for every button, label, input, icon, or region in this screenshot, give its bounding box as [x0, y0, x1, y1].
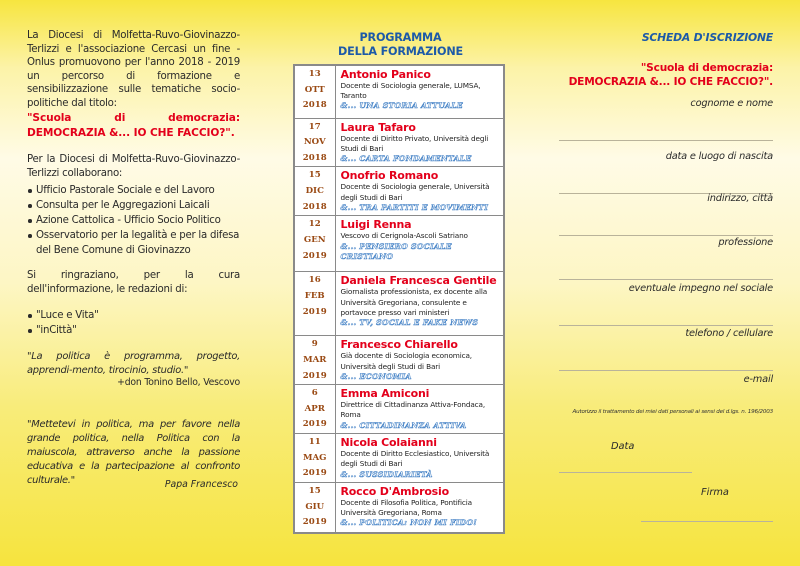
session-speaker-role: Vescovo di Cerignola-Ascoli Satriano: [340, 231, 468, 241]
session-date: [294, 272, 335, 336]
full-name-field[interactable]: [559, 98, 773, 109]
session-day: 6: [311, 388, 318, 399]
session-date: [294, 167, 335, 216]
session-year: 2019: [302, 250, 327, 261]
session-date: [294, 118, 335, 167]
session-month: FEB: [304, 290, 325, 301]
session-speaker-role: Docente di Filosofia Politica, Pontificia Università Gregoriana, Roma: [340, 498, 472, 518]
field-line: [559, 370, 773, 371]
signature-field[interactable]: [641, 521, 773, 522]
email-label: e-mail: [743, 374, 773, 385]
program-title: [293, 31, 508, 58]
session-day: 17: [308, 121, 321, 132]
session-row: [294, 434, 504, 483]
session-topic: &... SUSSIDIARIETÀ: [340, 469, 433, 479]
session-speaker: Onofrio Romano: [340, 169, 439, 183]
session-day: 13: [308, 69, 321, 79]
social-engagement-label: eventuale impegno nel sociale: [628, 283, 773, 294]
session-speaker-role: Docente di Sociologia generale, Università degli Studi di Bari: [340, 182, 490, 202]
session-speaker-role: Giornalista professionista, ex docente alla Università Gregoriana, consulente e portavoce presso vari ministeri: [340, 287, 488, 317]
session-day: 9: [311, 339, 318, 350]
session-topic: &... TV, SOCIAL E FAKE NEWS: [340, 317, 479, 327]
session-year: 2018: [302, 100, 327, 111]
session-topic: &... UNA STORIA ATTUALE: [340, 101, 463, 111]
session-info: [335, 118, 504, 167]
session-day: 11: [308, 437, 321, 448]
session-topic: &... CITTADINANZA ATTIVA: [340, 420, 467, 430]
session-month: MAG: [302, 452, 327, 463]
session-year: 2019: [302, 468, 327, 479]
session-topic: &... PENSIERO SOCIALE CRISTIANO: [340, 241, 452, 262]
address-city-input-line[interactable]: [559, 235, 773, 236]
date-label: Data: [611, 441, 635, 452]
field-line: [559, 325, 773, 326]
address-city-label: indirizzo, città: [707, 193, 773, 204]
session-date: [294, 434, 335, 483]
session-year: 2019: [302, 517, 327, 528]
session-speaker: Francesco Chiarello: [340, 338, 458, 352]
session-year: 2019: [302, 370, 327, 381]
email-field[interactable]: [559, 374, 773, 385]
session-row: [294, 65, 504, 118]
program-panel: [275, 0, 525, 566]
session-speaker: Emma Amiconi: [340, 387, 430, 401]
session-speaker-role: Docente di Sociologia generale, LUMSA, Taranto: [340, 81, 481, 101]
session-topic: &... TRA PARTITI E MOVIMENTI: [340, 202, 489, 212]
session-year: 2018: [302, 201, 327, 212]
session-year: 2019: [302, 306, 327, 317]
session-info: [335, 434, 504, 483]
session-year: 2018: [302, 152, 327, 163]
profession-label: professione: [718, 237, 773, 248]
session-info: [335, 167, 504, 216]
session-date: [294, 483, 335, 533]
session-month: APR: [304, 403, 325, 414]
session-info: [335, 216, 504, 272]
session-speaker: Rocco D'Ambrosio: [340, 485, 449, 499]
form-subtitle-line2: DEMOCRAZIA &... IO CHE FACCIO?".: [568, 76, 773, 88]
session-date: [294, 385, 335, 434]
session-row: [294, 216, 504, 272]
session-topic: &... POLITICA: NON MI FIDO!: [340, 518, 478, 528]
session-topic: &... CARTA FONDAMENTALE: [340, 153, 472, 163]
session-row: [294, 483, 504, 533]
session-row: [294, 272, 504, 336]
session-date: [294, 336, 335, 385]
newspaper-item: "Luce e Vita": [27, 308, 242, 323]
session-month: DIC: [305, 186, 324, 196]
session-speaker: Daniela Francesca Gentile: [340, 274, 497, 288]
session-date: [294, 65, 335, 118]
collaborators-intro: Per la Diocesi di Molfetta-Ruvo-Giovinazzo-Terlizzi collaborano:: [27, 154, 240, 179]
field-line: [559, 235, 773, 236]
info-panel: [0, 0, 275, 566]
form-subtitle-line1: "Scuola di democrazia:: [640, 62, 773, 74]
phone-input-line[interactable]: [559, 370, 773, 371]
collaborator-item: Consulta per le Aggregazioni Laicali: [27, 198, 242, 213]
session-speaker-role: Direttrice di Cittadinanza Attiva-Fondaca, Roma: [340, 400, 486, 420]
quote-bello-author: +don Tonino Bello, Vescovo: [117, 377, 240, 388]
address-city-field[interactable]: [559, 193, 773, 204]
session-info: [335, 483, 504, 533]
session-row: [294, 118, 504, 167]
session-month: GIU: [305, 501, 325, 512]
session-speaker: Nicola Colaianni: [340, 436, 437, 450]
session-speaker: Antonio Panico: [340, 68, 431, 81]
field-line: [559, 279, 773, 280]
quote-francesco: "Mettetevi in politica, ma per favore nella grande politica, nella Politica con la maiuscola, attraverso anche la passione educativa e la partecipazione al confronto culturale.": [27, 419, 240, 486]
session-row: [294, 336, 504, 385]
full-name-label: cognome e nome: [690, 98, 773, 109]
newspapers-list: [27, 308, 242, 338]
session-info: [335, 65, 504, 118]
session-topic: &... ECONOMIA: [340, 371, 412, 381]
course-title: "Scuola di democrazia: DEMOCRAZIA &... IO CHE FACCIO?".: [27, 112, 240, 139]
session-month: MAR: [303, 354, 327, 365]
session-speaker: Laura Tafaro: [340, 120, 416, 134]
session-day: 12: [308, 219, 321, 230]
session-day: 16: [308, 275, 321, 286]
collaborator-item: Azione Cattolica - Ufficio Socio Politico: [27, 213, 242, 228]
full-name-input-line[interactable]: [559, 140, 773, 141]
session-speaker: Luigi Renna: [340, 218, 412, 232]
session-info: [335, 272, 504, 336]
session-month: NOV: [303, 137, 326, 148]
session-year: 2019: [302, 419, 327, 430]
session-row: [294, 385, 504, 434]
birth-date-place-field[interactable]: [559, 151, 773, 162]
phone-label: telefono / cellulare: [685, 328, 773, 339]
privacy-consent: Autorizzo il trattamento dei miei dati personali ai sensi del d.lgs. n. 196/2003: [572, 409, 773, 415]
social-engagement-field[interactable]: [559, 283, 773, 294]
date-field[interactable]: [559, 472, 692, 473]
session-day: 15: [308, 170, 321, 181]
session-speaker-role: Già docente di Sociologia economica, Università degli Studi di Bari: [340, 351, 472, 371]
signature-label: Firma: [701, 487, 729, 498]
intro-text: La Diocesi di Molfetta-Ruvo-Giovinazzo-Terlizzi e l'associazione Cercasi un fine - Onlus promuovono per l'anno 2018 - 2019 un percorso di formazione e sensibilizzazione sulle tematiche socio-politiche dal titolo:: [27, 30, 240, 109]
registration-panel: [525, 0, 800, 566]
social-engagement-input-line[interactable]: [559, 325, 773, 326]
birth-date-place-label: data e luogo di nascita: [665, 151, 773, 162]
collaborator-item: Ufficio Pastorale Sociale e del Lavoro: [27, 183, 242, 198]
session-info: [335, 385, 504, 434]
profession-input-line[interactable]: [559, 279, 773, 280]
session-info: [335, 336, 504, 385]
collaborator-item: Osservatorio per la legalità e per la difesa del Bene Comune di Giovinazzo: [27, 228, 242, 258]
session-speaker-role: Docente di Diritto Privato, Università degli Studi di Bari: [340, 133, 489, 153]
session-row: [294, 167, 504, 216]
field-line: [559, 140, 773, 141]
collaborators-list: [27, 183, 242, 258]
form-subtitle: [533, 61, 773, 89]
program-title-line2: DELLA FORMAZIONE: [338, 44, 463, 58]
session-speaker-role: Docente di Diritto Ecclesiastico, Università degli Studi di Bari: [340, 449, 490, 469]
newspaper-item: "inCittà": [27, 323, 242, 338]
session-date: [294, 216, 335, 272]
form-title: SCHEDA D'ISCRIZIONE: [641, 31, 773, 44]
quote-francesco-author: Papa Francesco: [164, 479, 238, 490]
program-title-line1: PROGRAMMA: [359, 31, 442, 44]
quote-bello: "La politica è programma, progetto, apprendi-mento, tirocinio, studio.": [27, 351, 240, 376]
session-month: GEN: [303, 234, 326, 245]
profession-field[interactable]: [559, 237, 773, 248]
phone-field[interactable]: [559, 328, 773, 339]
session-month: OTT: [304, 84, 325, 95]
program-table: [293, 64, 505, 534]
thanks-text: Si ringraziano, per la cura dell'informazione, le redazioni di:: [27, 270, 240, 295]
session-day: 15: [308, 486, 321, 497]
